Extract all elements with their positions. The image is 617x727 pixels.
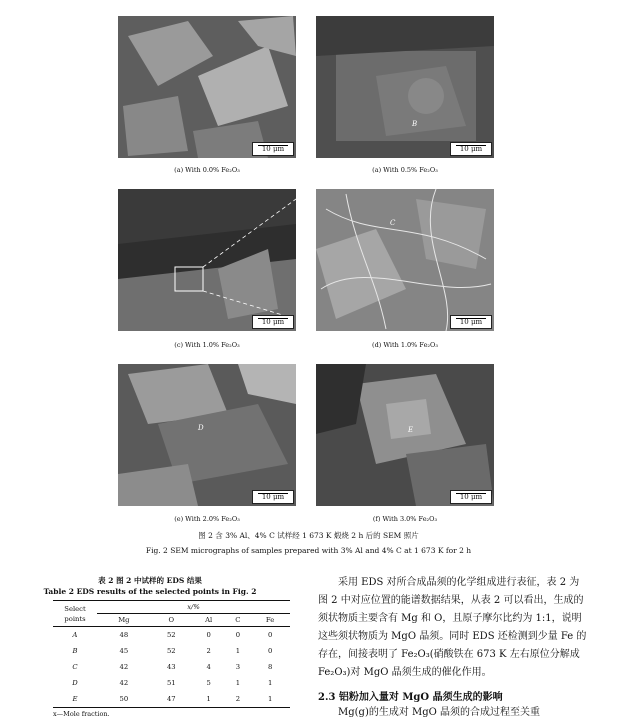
cell: 48 <box>119 631 129 639</box>
cell: 5 <box>206 679 211 687</box>
section-heading: 2.3 铝粉加入量对 MgO 晶须生成的影响 <box>318 692 503 703</box>
sem-texture <box>316 189 494 331</box>
col-header: Mg <box>118 616 130 624</box>
scale-bar: 10 μm <box>450 315 492 329</box>
cell: 52 <box>166 631 176 639</box>
cell: 1 <box>206 695 211 703</box>
body-paragraph: 采用 EDS 对所合成晶须的化学组成进行表征，表 2 为图 2 中对应位置的能谱数据结果，从表 2 可以看出，生成的须状物质主要含有 Mg 和 O，且原子摩尔比约为 1:1，说明这些须状物质为 MgO 晶须。同时 EDS 还检测到少量 Fe 的存在，间接表明了 Fe₂O₃(硝酸铁在 673 K 左右原位分解成 Fe₂O₃)对 MgO 晶须生成的催化作用。 <box>318 577 587 678</box>
body-next-line: Mg(g)的生成对 MgO 晶须的合成过程至关重 <box>338 707 541 718</box>
sem-texture <box>316 16 494 158</box>
point-label: B <box>412 120 418 128</box>
table-row <box>53 691 290 708</box>
sem-panel-e <box>118 364 296 506</box>
cell: 42 <box>119 679 129 687</box>
cell: 51 <box>166 679 176 687</box>
sem-panel-a <box>118 16 296 158</box>
cell: 4 <box>206 663 211 671</box>
cell: 42 <box>119 663 129 671</box>
point-label: C <box>390 219 396 227</box>
cell: 8 <box>267 663 273 671</box>
table-row <box>53 675 290 691</box>
panel-caption-a: (a) With 0.0% Fe₂O₃ <box>174 166 240 174</box>
sem-texture <box>118 364 296 506</box>
point-cell: D <box>72 679 78 687</box>
cell: 2 <box>206 647 211 655</box>
point-cell: E <box>72 695 78 703</box>
table-header-row <box>53 601 290 614</box>
cell: 1 <box>235 647 241 655</box>
col-header: O <box>168 616 175 624</box>
point-label: E <box>408 426 414 434</box>
cell: 0 <box>267 631 273 639</box>
cell: 1 <box>235 679 241 687</box>
sem-panel-b <box>316 16 494 158</box>
scale-bar: 10 μm <box>252 315 294 329</box>
cell: 52 <box>166 647 176 655</box>
panel-caption-c: (c) With 1.0% Fe₂O₃ <box>174 341 240 349</box>
sem-texture <box>118 16 296 158</box>
cell: 43 <box>166 663 176 671</box>
cell: 0 <box>235 631 241 639</box>
sem-texture <box>118 189 296 331</box>
col-header: Al <box>205 616 213 624</box>
scale-bar: 10 μm <box>252 490 294 504</box>
table-title-cn: 表 2 图 2 中试样的 EDS 结果 <box>98 576 202 585</box>
table-title-en: Table 2 EDS results of the selected points in Fig. 2 <box>43 587 257 596</box>
panel-caption-f: (f) With 3.0% Fe₂O₃ <box>372 515 438 523</box>
cell: 1 <box>267 695 273 703</box>
table-row <box>53 659 290 675</box>
col-header: Fe <box>265 616 275 624</box>
point-cell: C <box>72 663 78 671</box>
sem-panel-c <box>118 189 296 331</box>
cell: 3 <box>235 663 241 671</box>
panel-caption-e: (e) With 2.0% Fe₂O₃ <box>174 515 240 523</box>
figure-caption-cn: 图 2 含 3% Al、4% C 试样经 1 673 K 煅烧 2 h 后的 SEM 照片 <box>198 531 419 540</box>
point-label: D <box>198 424 204 432</box>
cell: 2 <box>235 695 241 703</box>
col-header: C <box>235 616 241 624</box>
point-cell: A <box>72 631 78 639</box>
scale-bar: 10 μm <box>252 142 294 156</box>
sem-texture <box>316 364 494 506</box>
figure-caption-en: Fig. 2 SEM micrographs of samples prepared with 3% Al and 4% C at 1 673 K for 2 h <box>145 546 472 555</box>
cell: 45 <box>119 647 129 655</box>
cell: 47 <box>166 695 176 703</box>
cell: 0 <box>206 631 211 639</box>
cell: 0 <box>267 647 273 655</box>
table-note: x—Mole fraction. <box>53 710 110 718</box>
cell: 50 <box>119 695 129 703</box>
table-row <box>53 627 290 644</box>
cell: 1 <box>267 679 273 687</box>
unit-header: x/% <box>97 601 290 614</box>
point-cell: B <box>72 647 78 655</box>
scale-bar: 10 μm <box>450 142 492 156</box>
scale-bar: 10 μm <box>450 490 492 504</box>
eds-table <box>53 600 290 708</box>
select-points-header: Select points <box>53 601 97 627</box>
sem-panel-f <box>316 364 494 506</box>
table-row <box>53 643 290 659</box>
panel-caption-d: (d) With 1.0% Fe₂O₃ <box>372 341 438 349</box>
panel-caption-b: (a) With 0.5% Fe₂O₃ <box>372 166 438 174</box>
sem-panel-d <box>316 189 494 331</box>
